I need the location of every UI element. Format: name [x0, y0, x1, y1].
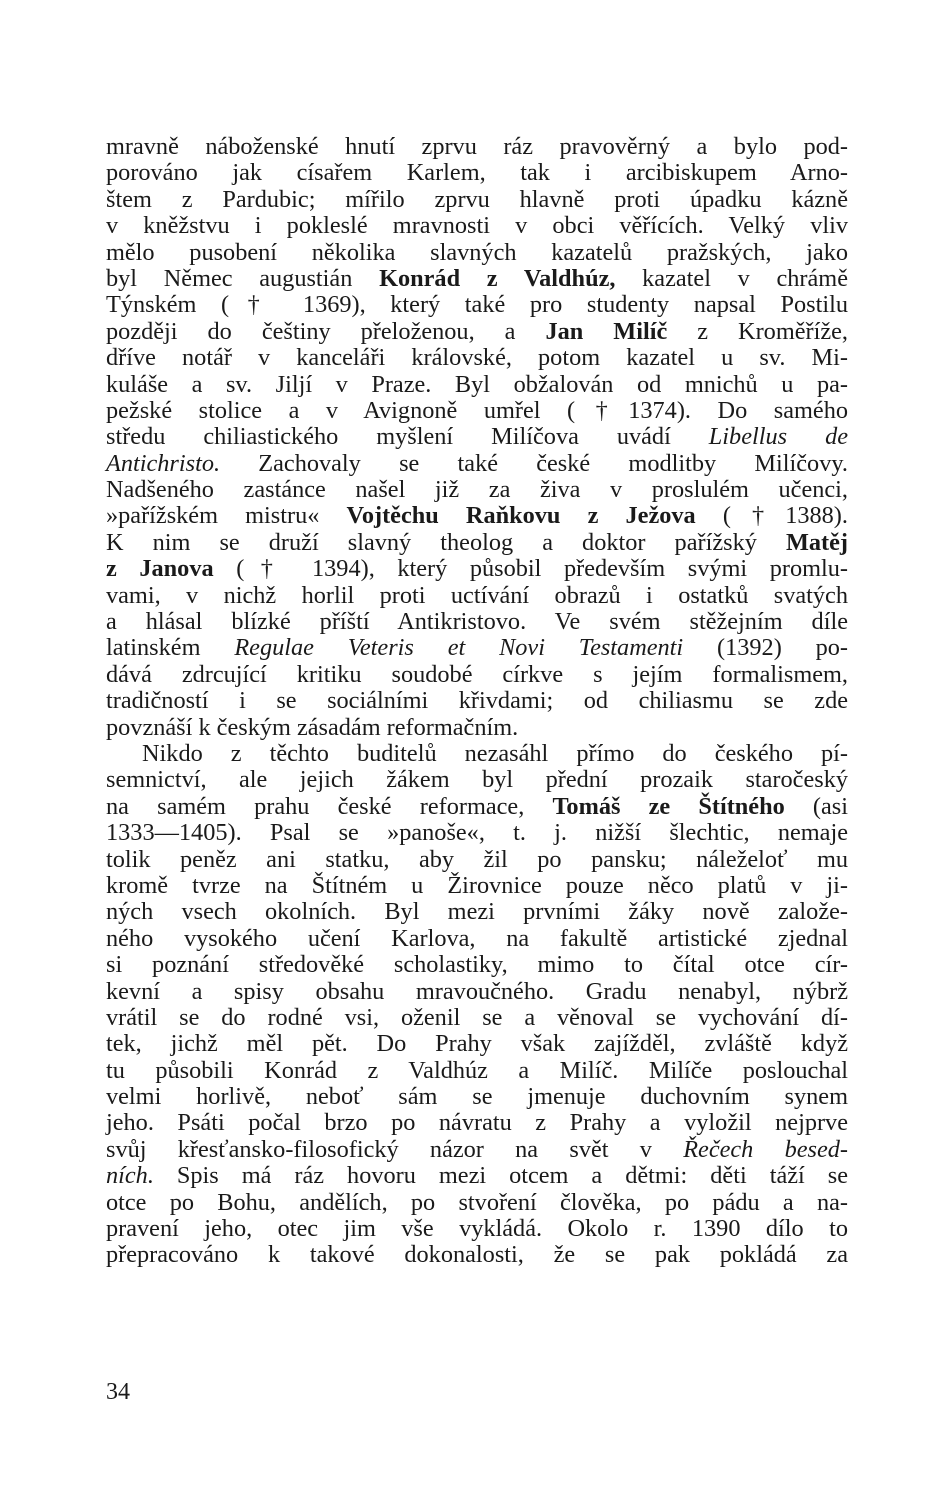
text-line [106, 979, 848, 1005]
italic-title: Řečech besed- [683, 1135, 848, 1163]
text-run: v kněžstvu i pokleslé mravnosti v obci věřících. Velký vliv [106, 212, 848, 240]
text-run: Zachovaly se také české modlitby Milíčovy. [220, 449, 848, 477]
text-run: K nim se druží slavný theolog a doktor pařížský [106, 528, 786, 556]
text-run: porováno jak císařem Karlem, tak i arcibiskupem Arno- [106, 159, 848, 187]
text-line [106, 134, 848, 160]
text-line [106, 1058, 848, 1084]
text-line [106, 635, 848, 661]
text-line [106, 319, 848, 345]
text-line [106, 1031, 848, 1057]
text-run: svůj křesťansko-filosofický názor na svět v [106, 1135, 684, 1163]
text-run: štem z Pardubic; mířilo zprvu hlavně proti úpadku kázně [106, 185, 848, 213]
text-run: dává zdrcující kritiku soudobé církve s jejím formalismem, [106, 660, 848, 688]
text-run: (asi [784, 792, 849, 820]
text-line [106, 767, 848, 793]
text-line [106, 530, 848, 556]
text-line [106, 926, 848, 952]
text-line [106, 266, 848, 292]
text-run: dříve notář v kanceláři královské, potom kazatel u sv. Mi- [106, 344, 848, 372]
text-run: tolik peněz ani statku, aby žil po pansku; náleželoť mu [106, 845, 848, 873]
bold-name: z Janova [106, 555, 214, 583]
text-line [106, 820, 848, 846]
bold-name: Matěj [785, 528, 848, 556]
text-run: vrátil se do rodné vsi, oženil se a věnoval se vychování dí- [106, 1003, 848, 1031]
text-run: tradičností i se sociálními křivdami; od chiliasmu se zde [106, 687, 848, 715]
text-run: kazatel v chrámě [615, 264, 848, 292]
text-run: pravení jeho, otec jim vše vykládá. Okolo r. 1390 dílo to [106, 1215, 848, 1243]
text-line [106, 1110, 848, 1136]
text-run: ného vysokého učení Karlova, na fakultě artistické zjednal [106, 924, 848, 952]
text-run: jeho. Psáti počal brzo po návratu z Prahy a vyložil nejprve [106, 1109, 848, 1137]
text-run: tek, jichž měl pět. Do Prahy však zajížděl, zvláště když [106, 1030, 848, 1058]
text-line [106, 1242, 848, 1268]
text-line [106, 583, 848, 609]
text-run: tu působili Konrád z Valdhúz a Milíč. Milíče poslouchal [106, 1056, 848, 1084]
text-line [106, 1137, 848, 1163]
text-run: mělo pusobení několika slavných kazatelů pražských, jako [106, 238, 848, 266]
bold-name: Tomáš ze Štítného [552, 792, 785, 820]
text-run: kuláše a sv. Jiljí v Praze. Byl obžalován od mnichů u pa- [106, 370, 848, 398]
text-run: a hlásal blízké příští Antikristovo. Ve svém stěžejním díle [106, 608, 848, 636]
italic-title: Regulae Veteris et Novi Testamenti [234, 634, 684, 662]
text-line [106, 741, 848, 767]
text-line [106, 1163, 848, 1189]
text-line [106, 847, 848, 873]
text-run: Nikdo z těchto buditelů nezasáhl přímo do českého pí- [142, 739, 848, 767]
text-line [106, 372, 848, 398]
text-run: semnictví, ale jejich žákem byl přední prozaik staročeský [106, 766, 848, 794]
italic-title: ních. [106, 1162, 154, 1190]
text-run: latinském [106, 634, 235, 662]
text-line [106, 503, 848, 529]
bold-name: Vojtěchu Raňkovu z Ježova [346, 502, 696, 530]
text-line [106, 609, 848, 635]
text-run: byl Němec augustián [106, 264, 380, 292]
text-run: Nadšeného zastánce našel již za živa v proslulém učenci, [106, 476, 848, 504]
text-line [106, 1216, 848, 1242]
text-line [106, 213, 848, 239]
text-run: ných vsech okolních. Byl mezi prvními žáky nově založe- [106, 898, 848, 926]
text-line [106, 187, 848, 213]
text-run: Týnském († 1369), který také pro studenty napsal Postilu [106, 291, 848, 319]
text-line [106, 715, 848, 741]
italic-title: Libellus de [708, 423, 848, 451]
text-run: »pařížském mistru« [106, 502, 347, 530]
text-run: středu chiliastického myšlení Milíčova uvádí [106, 423, 709, 451]
body-text [106, 134, 848, 1269]
text-run: 1333—1405). Psal se »panoše«, t. j. nižší šlechtic, nemaje [106, 819, 848, 847]
text-run: kromě tvrze na Štítném u Žirovnice pouze něco platů v ji- [106, 871, 848, 899]
text-line [106, 688, 848, 714]
text-line [106, 556, 848, 582]
text-run: (†1388). [695, 502, 848, 530]
bold-name: Konrád z Valdhúz, [379, 264, 616, 292]
page-number: 34 [106, 1379, 130, 1405]
text-run: (1392) po- [683, 634, 849, 662]
text-line [106, 477, 848, 503]
text-run: na samém prahu české reformace, [106, 792, 553, 820]
text-line [106, 1190, 848, 1216]
text-run: pežské stolice a v Avignoně umřel (†1374). Do samého [106, 396, 848, 424]
text-line [106, 1005, 848, 1031]
text-line [106, 899, 848, 925]
text-run: velmi horlivě, neboť sám se jmenuje duchovním synem [106, 1083, 848, 1111]
text-run: si poznání středověké scholastiky, mimo to čítal otce cír- [106, 951, 848, 979]
text-run: kevní a spisy obsahu mravoučného. Gradu nenabyl, nýbrž [106, 977, 848, 1005]
text-line [106, 952, 848, 978]
text-run: z Kroměříže, [667, 317, 848, 345]
text-line [106, 873, 848, 899]
text-line [106, 1084, 848, 1110]
text-run: Spis má ráz hovoru mezi otcem a dětmi: děti táží se [153, 1162, 848, 1190]
text-run: († 1394), který působil především svými promlu- [213, 555, 848, 583]
text-run: přepracováno k takové dokonalosti, že se pak pokládá za [106, 1241, 848, 1269]
text-run: vami, v nichž horlil proti uctívání obrazů i ostatků svatých [106, 581, 848, 609]
text-line [106, 662, 848, 688]
text-run: povznáší k českým zásadám reformačním. [106, 713, 519, 741]
text-line [106, 424, 848, 450]
text-run: otce po Bohu, andělích, po stvoření člověka, po pádu a na- [106, 1188, 848, 1216]
text-line [106, 292, 848, 318]
text-line [106, 451, 848, 477]
text-line [106, 398, 848, 424]
text-line [106, 240, 848, 266]
text-line [106, 794, 848, 820]
text-line [106, 160, 848, 186]
text-run: později do češtiny přeloženou, a [106, 317, 546, 345]
text-run: mravně náboženské hnutí zprvu ráz pravověrný a bylo pod- [106, 133, 848, 160]
bold-name: Jan Milíč [545, 317, 668, 345]
text-line [106, 345, 848, 371]
italic-title: Antichristo. [106, 449, 221, 477]
